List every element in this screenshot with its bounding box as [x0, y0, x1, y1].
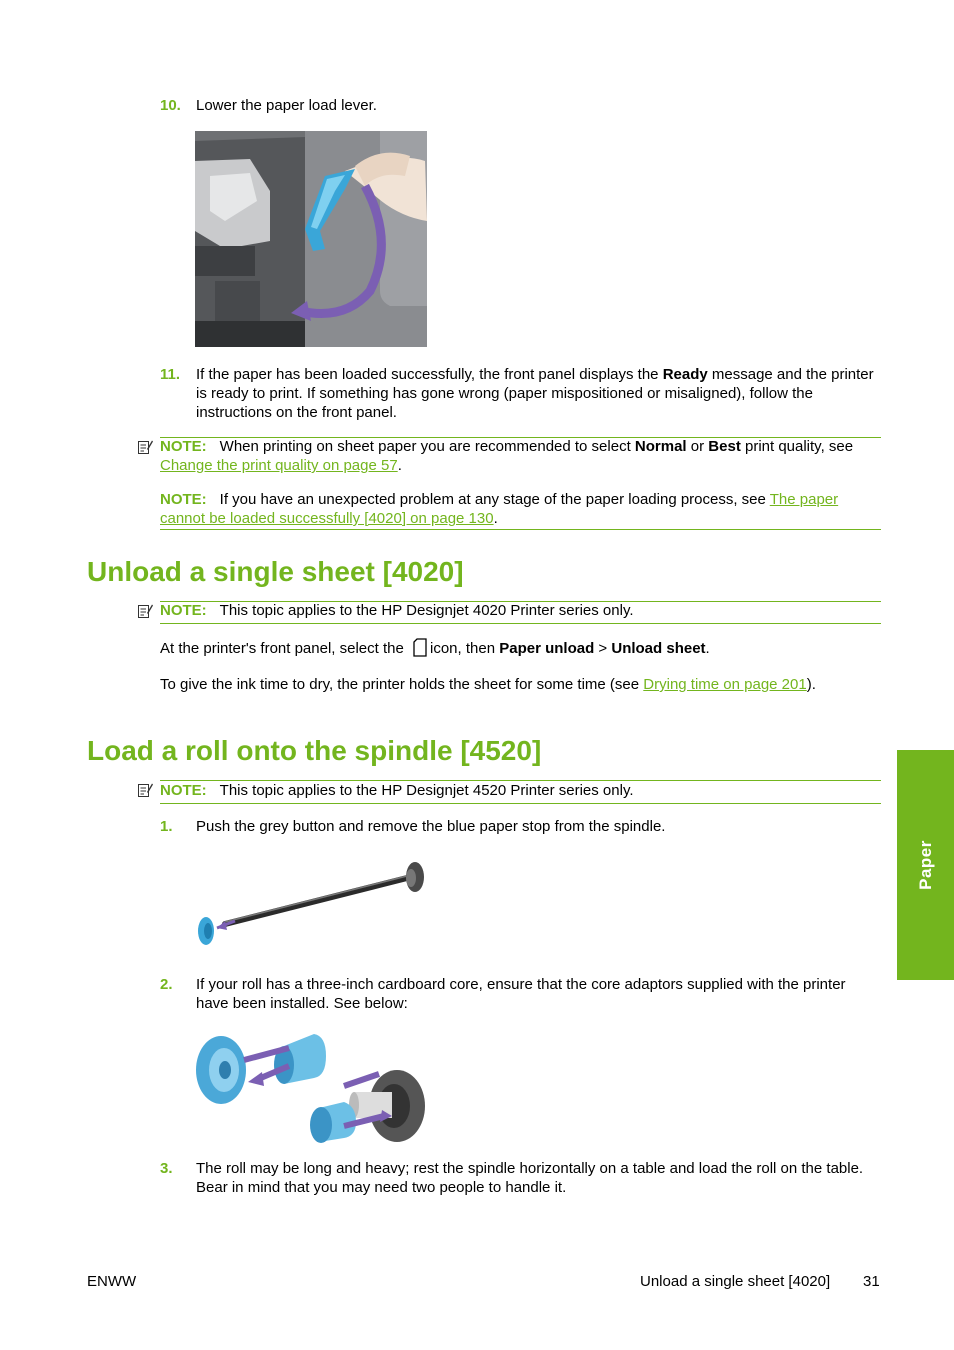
note-bottom-rule: [160, 529, 881, 530]
step-number: 3.: [160, 1160, 173, 1177]
footer-left: ENWW: [87, 1273, 137, 1290]
link-paper-cannot-be-loaded[interactable]: The paper cannot be loaded successfully [4020] on page 130: [160, 491, 839, 527]
body-paragraph: At the printer's front panel, select the icon, then Paper unload > Unload sheet.: [160, 640, 710, 657]
side-tab-paper[interactable]: [897, 750, 954, 980]
side-tab-label: Paper: [915, 840, 935, 890]
link-change-print-quality[interactable]: Change the print quality on page 57: [160, 457, 398, 474]
step-number: 11.: [160, 366, 181, 383]
note-paragraph: NOTE: This topic applies to the HP Designjet 4520 Printer series only.: [160, 782, 634, 799]
step-text: If your roll has a three-inch cardboard core, ensure that the core adaptors supplied with the printer have been installed. See below:: [196, 976, 846, 1012]
note-bottom-rule: [160, 803, 881, 804]
spindle-illustration: [195, 860, 427, 948]
note-icon: [137, 439, 153, 455]
note-paragraph: NOTE: This topic applies to the HP Designjet 4020 Printer series only.: [160, 602, 634, 619]
sheet-icon: [412, 638, 428, 657]
core-adaptors-illustration: [194, 1026, 428, 1144]
step-text: The roll may be long and heavy; rest the spindle horizontally on a table and load the roll on the table. Bear in mind that you may need two people to handle it.: [196, 1160, 864, 1196]
step-number: 10.: [160, 97, 181, 114]
step-number: 2.: [160, 976, 173, 993]
step-text: If the paper has been loaded successfully, the front panel displays the Ready message and the printer is ready to print. If something has gone wrong (paper mispositioned or misaligned), follow the instructions on the front panel.: [196, 366, 874, 421]
paper-load-lever-illustration: [195, 131, 427, 347]
note-paragraph: NOTE: When printing on sheet paper you are recommended to select Normal or Best print quality, see Change the print quality on page 57.: [160, 438, 854, 474]
step-text: Lower the paper load lever.: [196, 97, 377, 114]
note-paragraph: NOTE: If you have an unexpected problem at any stage of the paper loading process, see The paper cannot be loaded successfully [4020] on page 130.: [160, 491, 839, 527]
note-bottom-rule: [160, 623, 881, 624]
note-icon: [137, 603, 153, 619]
note-icon: [137, 782, 153, 798]
footer-section-title: Unload a single sheet [4020]: [640, 1273, 831, 1290]
section-heading: Unload a single sheet [4020]: [87, 556, 464, 587]
step-number: 1.: [160, 818, 173, 835]
step-text: Push the grey button and remove the blue paper stop from the spindle.: [196, 818, 666, 835]
link-drying-time[interactable]: Drying time on page 201: [643, 676, 807, 693]
body-paragraph: To give the ink time to dry, the printer holds the sheet for some time (see Drying time on page 201).: [160, 676, 816, 693]
section-heading: Load a roll onto the spindle [4520]: [87, 735, 542, 766]
footer-page-number: 31: [863, 1273, 880, 1290]
